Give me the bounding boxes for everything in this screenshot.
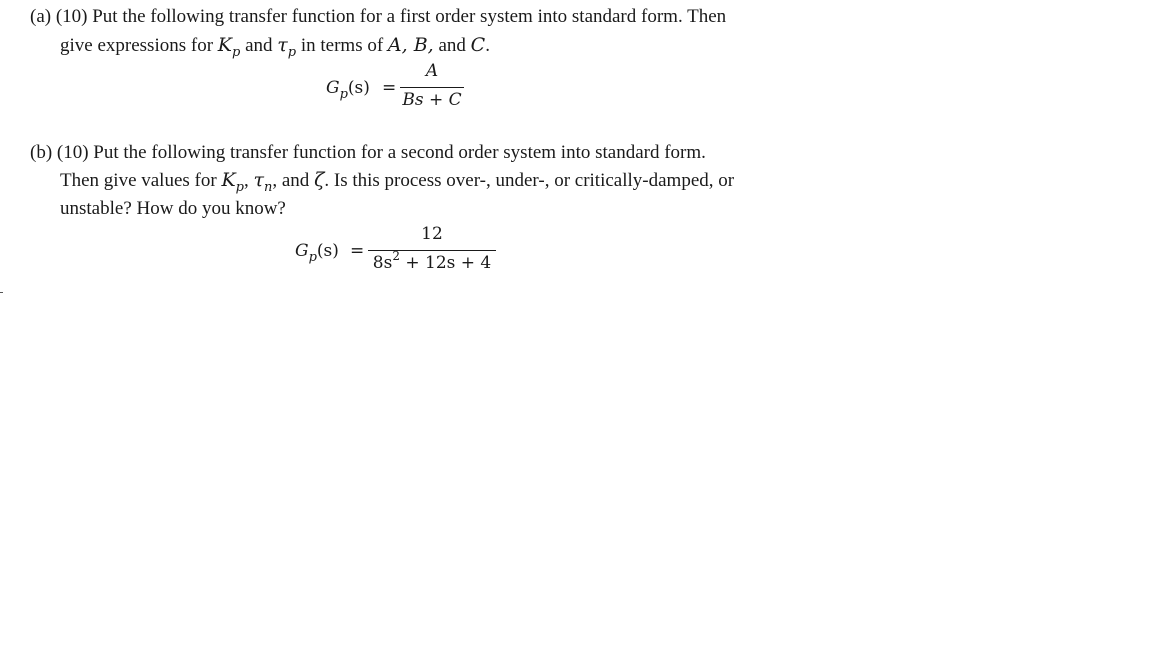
part-b-fraction-bar bbox=[368, 250, 496, 251]
part-b-numerator: 12 bbox=[421, 224, 443, 244]
part-a-line-1 bbox=[30, 5, 726, 29]
part-a-var-c: C bbox=[470, 34, 486, 56]
part-b-line-1-text: (b) (10) Put the following transfer function for a second order system into standard form. bbox=[30, 142, 706, 163]
part-a-and: and bbox=[240, 35, 278, 56]
part-b-line-2-rest: . Is this process over-, under-, or critically-damped, or bbox=[324, 170, 735, 191]
tau-n-symbol: $\tau_n$ bbox=[253, 169, 273, 195]
part-b-line-1 bbox=[30, 141, 706, 165]
kp-symbol: $K_p$ bbox=[217, 34, 241, 60]
part-a-eq-lhs: $G_p(s)$ bbox=[326, 78, 370, 102]
part-a-and-2: and bbox=[433, 35, 471, 56]
part-b-comma: , bbox=[243, 170, 254, 191]
part-a-line-2 bbox=[60, 33, 490, 58]
part-a-line-2-prefix: give expressions for bbox=[60, 35, 218, 56]
part-a-period: . bbox=[485, 35, 490, 56]
part-a-vars: A, B, bbox=[387, 34, 434, 56]
part-b-line-2 bbox=[60, 168, 734, 193]
tau-p-symbol: $\tau_p$ bbox=[277, 34, 297, 60]
part-a-in-terms: in terms of bbox=[296, 35, 388, 56]
part-b-and: , and bbox=[272, 170, 315, 191]
kp-symbol-b: $K_p$ bbox=[221, 169, 244, 195]
part-b-eq-lhs: $G_p(s)$ bbox=[295, 241, 339, 265]
part-a-eq-sign: = bbox=[382, 78, 397, 98]
part-b-line-3-text: unstable? How do you know? bbox=[60, 198, 286, 219]
part-b-denominator: $8s^2 + 12s + 4$ bbox=[372, 249, 492, 273]
part-a-line-1-text: (a) (10) Put the following transfer function for a first order system into standard form. Then bbox=[30, 6, 727, 27]
edge-tick-mark bbox=[0, 292, 3, 293]
part-a-denominator: Bs + C bbox=[402, 90, 462, 110]
part-a-numerator: A bbox=[425, 61, 439, 81]
zeta-symbol: ζ bbox=[314, 169, 325, 191]
part-b-line-2-prefix: Then give values for bbox=[60, 170, 222, 191]
part-b-eq-sign: = bbox=[350, 241, 365, 261]
part-b-line-3 bbox=[60, 197, 286, 221]
part-a-fraction-bar bbox=[400, 87, 464, 88]
